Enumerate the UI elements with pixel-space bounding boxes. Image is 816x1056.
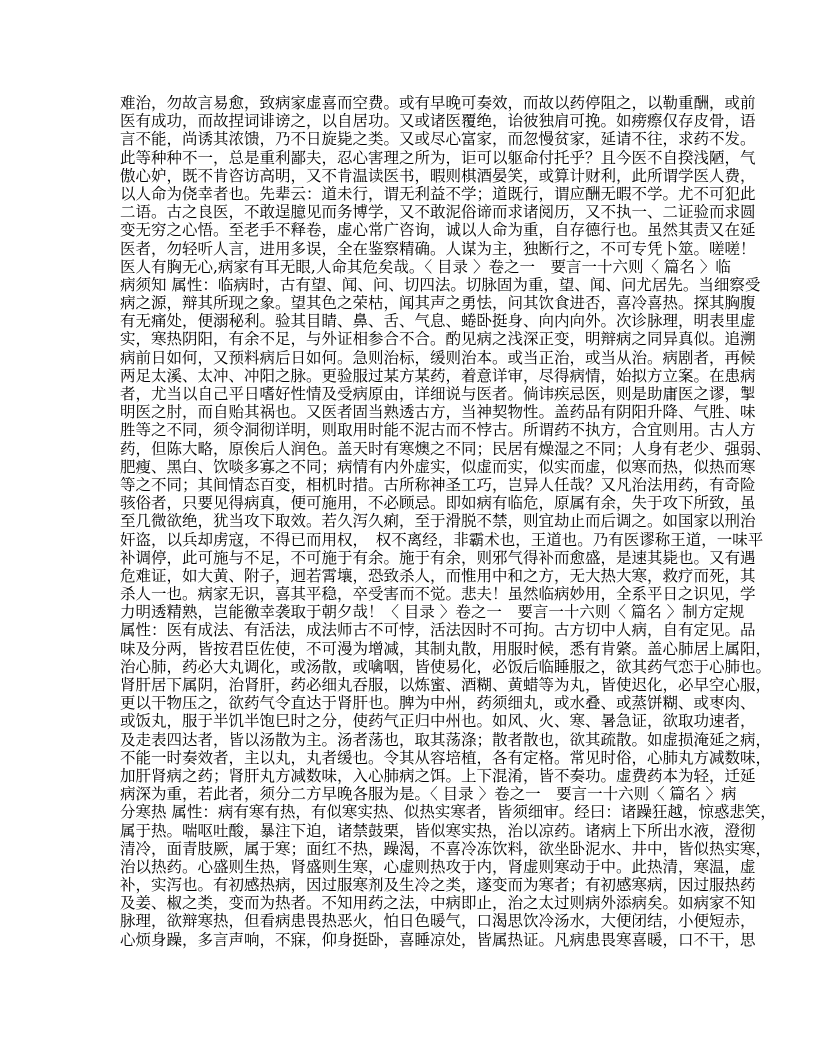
text-line: 补，实泻也。有初感热病，因过服寒剂及生冷之类，遂变而为寒者；有初感寒病，因过服热药 <box>120 876 756 895</box>
text-line: 胜等之不同，须令洞彻详明，则取用时能不泥古而不悖古。所谓药不执方，合宜则用。古人方 <box>120 421 756 440</box>
text-line: 药，但陈大略，原俟后人润色。盖天时有寒燠之不同；民居有燥湿之不同；人身有老少、强弱、 <box>120 439 772 458</box>
text-line: 者，尤当以自己平日嗜好性情及受病原由，详细说与医者。倘讳疾忌医，则是助庸医之谬，掣 <box>120 385 756 403</box>
text-line: 属于热。喘呕吐酸，暴注下迫，诸禁鼓栗，皆似寒实热，治以凉药。诸病上下所出水液，澄彻 <box>120 821 756 840</box>
text-line: 奸盗，以兵却虏寇，不得已而用权， 权不离经，非霸术也，王道也。乃有医谬称王道，一味平 <box>120 530 764 549</box>
text-line: 力明透精熟，岂能徼幸袭取于朝夕哉！〈 目录 〉卷之一 要言一十六则〈 篇名 〉制方定规 <box>120 603 745 622</box>
text-line: 或饭丸，服于半饥半饱巳时之分，使药气正归中州也。如风、火、寒、暑急证，欲取功速者， <box>120 712 756 731</box>
text-line: 味及分两，皆按君臣佐使，不可漫为增减，其制丸散，用服时候，悉有肯綮。盖心肺居上属阳， <box>120 639 772 658</box>
text-line: 难治，勿故言易愈，致病家虚喜而空费。或有早晚可奏效，而故以药停阻之，以勒重酬，或前 <box>120 94 756 112</box>
text-line: 治心肺，药必大丸调化，或汤散，或噙咽，皆使易化，必饭后临睡服之，欲其药气恋于心肺也。 <box>120 657 772 676</box>
text-line: 清冷，面青肢厥，属于寒；面红不热，躁渴，不喜冷冻饮料，欲坐卧泥水、井中，皆似热实寒， <box>120 839 772 858</box>
text-line: 及姜、椒之类，变而为热者。不知用药之法，中病即止，治之太过则病外添病矣。如病家不知 <box>120 894 756 913</box>
text-line: 脉理，欲辩寒热，但看病患畏热恶火，怕日色暖气，口渴思饮冷汤水，大便闭结，小便短赤， <box>120 912 756 931</box>
text-line: 更以干物压之，欲药气令直达于肾肝也。脾为中州，药须细丸，或水叠、或蒸饼糊、或枣肉、 <box>120 694 756 713</box>
text-line: 病之源，辩其所现之象。望其色之荣枯，闻其声之勇怯，问其饮食进否，喜冷喜热。探其胸腹 <box>120 294 756 313</box>
text-line: 两足太溪、太冲、冲阳之脉。更验服过某方某药，着意详审，尽得病情，始拟方立案。在患病 <box>120 366 756 385</box>
text-line: 肾肝居下属阴，治肾肝，药必细丸吞服，以炼蜜、酒糊、黄蜡等为丸，皆使迟化，必早空心服， <box>120 676 772 694</box>
text-line: 治以热药。心盛则生热，肾盛则生寒，心虚则热攻于内，肾虚则寒动于中。此热清，寒温，虚 <box>120 857 756 876</box>
text-line: 病深为重，若此者，须分二方早晚各服为是。〈 目录 〉卷之一 要言一十六则〈 篇名 〉病 <box>120 785 737 804</box>
text-line: 实，寒热阴阳，有余不足，与外证相参合不合。酌见病之浅深正变，明辩病之同异真似。追溯 <box>120 330 756 349</box>
text-line: 骇俗者，只要见得病真，便可施用，不必顾忌。即如病有临危，原属有余，失于攻下所致，虽 <box>120 494 756 513</box>
text-line: 危难证，如大黄、附子，迥若霄壤，恐致杀人，而惟用中和之方，无大热大寒，救疗而死，其 <box>120 566 756 585</box>
text-line: 病前日如何，又预料病后日如何。急则治标，缓则治本。或当正治，或当从治。病剧者，再候 <box>120 348 756 367</box>
text-line: 医有成功，而故捏词诽谤之，以自居功。又或诸医覆绝，诒彼独肩可挽。如痨瘵仅存皮骨，语 <box>120 112 756 131</box>
text-line: 杀人一也。病家无识，喜其平稳，卒受害而不觉。悲夫！虽然临病妙用，全系平日之识见，学 <box>120 585 756 604</box>
text-line: 有无痛处，便溺秘利。验其目睛、鼻、舌、气息、蜷卧挺身、向内向外。次诊脉理，明表里虚 <box>120 312 756 331</box>
text-line: 心烦身躁，多言声响，不寐，仰身挺卧，喜睡凉处，皆属热证。凡病患畏寒喜暖，口不干，思 <box>120 930 756 949</box>
text-line: 以人命为侥幸者也。先辈云：道未行，谓无利益不学；道既行，谓应酬无暇不学。尤不可犯此 <box>120 184 756 203</box>
text-line: 肥瘦、黑白、饮啖多寡之不同；病情有内外虚实，似虚而实，似实而虚，似寒而热，似热而寒 <box>120 457 756 476</box>
text-line: 属性：医有成法、有活法，成法师古不可悖，活法因时不可拘。古方切中人病，自有定见。品 <box>120 621 756 640</box>
text-line: 及走表四达者，皆以汤散为主。汤者荡也，取其荡涤；散者散也，欲其疏散。如虚损淹延之病， <box>120 730 772 749</box>
text-line: 加肝肾病之药；肾肝丸方减数味，入心肺病之饵。上下混淆，皆不奏功。虚费药本为轻，迁延 <box>120 766 756 785</box>
text-line: 二语。古之良医，不敢逞臆见而务博学，又不敢泥俗谛而求诸阅历，又不执一、二证验而求圆 <box>120 203 756 222</box>
text-line: 病须知 属性：临病时，古有望、闻、问、切四法。切脉固为重，望、闻、问尤居先。当细察受 <box>120 275 761 294</box>
text-line: 分寒热 属性：病有寒有热，有似寒实热、似热实寒者，皆须细审。经曰：诸躁狂越，惊惑悲笑， <box>120 803 776 822</box>
text-line: 医人有胸无心,病家有耳无眼,人命其危矣哉。〈 目录 〉卷之一 要言一十六则〈 篇名 〉临 <box>120 257 731 276</box>
text-line: 变无穷之心悟。至老手不释卷，虚心常广咨询，诚以人命为重，自存德行也。虽然其责又在延 <box>120 221 756 240</box>
text-line: 补调停，此可施与不足，不可施于有余。施于有余，则邪气得补而愈盛，是速其毙也。又有遇 <box>120 548 756 567</box>
text-line: 傲心妒，既不肯咨访高明，又不肯温读医书，暇则棋酒晏笑，或算计财利，此所谓学医人费， <box>120 166 756 185</box>
text-line: 至几微欲绝，犹当攻下取效。若久泻久痢，至于滑脱不禁，则宜劫止而后调之。如国家以刑治 <box>120 512 756 531</box>
body-text <box>120 94 776 949</box>
text-line: 明医之肘，而自贻其祸也。又医者固当熟透古方，当神契物性。盖药品有阴阳升降、气胜、味 <box>120 403 756 422</box>
text-line: 言不能，尚诱其浓馈，乃不日旋毙之类。又或尽心富家，而忽慢贫家，延请不往，求药不发。 <box>120 130 756 149</box>
text-line: 等之不同；其间情态百变，相机时措。古所称神圣工巧，岂异人任哉？又凡治法用药，有奇险 <box>120 475 756 494</box>
text-line: 医者，勿轻听人言，进用多误，全在鉴察精确。人谋为主，独断行之，不可专凭卜筮。嗟嗟！ <box>120 239 756 258</box>
text-line: 此等种种不一，总是重利鄙夫，忍心害理之所为，讵可以躯命付托乎？且今医不自揆浅陋，气 <box>120 148 756 167</box>
text-line: 不能一时奏效者，主以丸，丸者缓也。令其从容培植，各有定格。常见时俗，心肺丸方减数味， <box>120 748 772 767</box>
